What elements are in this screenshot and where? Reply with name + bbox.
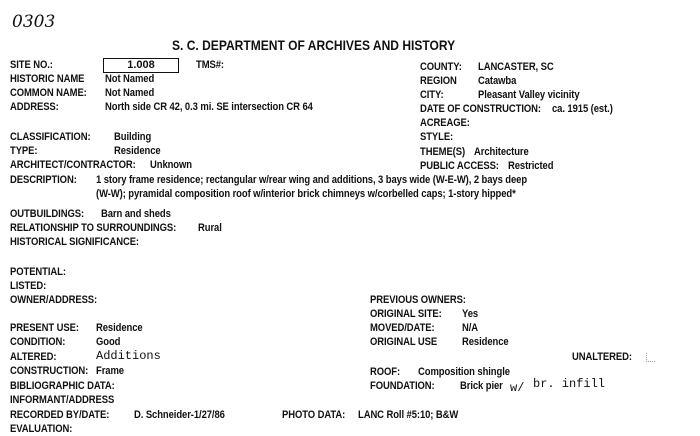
relationship-value: Rural bbox=[198, 222, 222, 234]
region-label: REGION bbox=[420, 75, 457, 87]
roof-label: ROOF: bbox=[370, 366, 401, 378]
document-number: 0303 bbox=[12, 12, 56, 32]
common-name-label: COMMON NAME: bbox=[10, 87, 87, 99]
original-site-value: Yes bbox=[462, 308, 479, 320]
original-use-label: ORIGINAL USE bbox=[370, 336, 438, 348]
address-label: ADDRESS: bbox=[10, 101, 59, 113]
address-value: North side CR 42, 0.3 mi. SE intersection CR 64 bbox=[105, 101, 313, 113]
condition-value: Good bbox=[96, 336, 121, 348]
theme-label: THEME(S) bbox=[420, 146, 466, 158]
relationship-label: RELATIONSHIP TO SURROUNDINGS: bbox=[10, 222, 177, 234]
altered-value: Additions bbox=[96, 349, 161, 363]
evaluation-label: EVALUATION: bbox=[10, 423, 73, 435]
description-label: DESCRIPTION: bbox=[10, 174, 77, 186]
present-use-value: Residence bbox=[96, 322, 143, 334]
city-value: Pleasant Valley vicinity bbox=[478, 89, 580, 101]
foundation-handwritten-infill: br. infill bbox=[533, 377, 606, 391]
moved-date-value: N/A bbox=[462, 322, 479, 334]
historic-name-label: HISTORIC NAME bbox=[10, 73, 85, 85]
construction-label: CONSTRUCTION: bbox=[10, 365, 89, 377]
historic-name-value: Not Named bbox=[105, 73, 155, 85]
outbuildings-value: Barn and sheds bbox=[101, 208, 171, 220]
tms-label: TMS#: bbox=[196, 59, 224, 71]
outbuildings-label: OUTBUILDINGS: bbox=[10, 208, 85, 220]
county-value: LANCASTER, SC bbox=[478, 61, 554, 73]
region-value: Catawba bbox=[478, 75, 517, 87]
previous-owners-label: PREVIOUS OWNERS: bbox=[370, 294, 466, 306]
public-access-value: Restricted bbox=[508, 160, 554, 172]
owner-address-label: OWNER/ADDRESS: bbox=[10, 294, 98, 306]
architect-value: Unknown bbox=[150, 159, 192, 171]
recorded-by-value: D. Schneider-1/27/86 bbox=[134, 409, 225, 421]
type-label: TYPE: bbox=[10, 145, 38, 157]
date-of-construction-label: DATE OF CONSTRUCTION: bbox=[420, 103, 541, 115]
original-use-value: Residence bbox=[462, 336, 509, 348]
county-label: COUNTY: bbox=[420, 61, 462, 73]
informant-address-label: INFORMANT/ADDRESS bbox=[10, 394, 115, 406]
type-value: Residence bbox=[114, 145, 161, 157]
roof-value: Composition shingle bbox=[418, 366, 510, 378]
public-access-label: PUBLIC ACCESS: bbox=[420, 160, 499, 172]
condition-label: CONDITION: bbox=[10, 336, 66, 348]
site-no-label: SITE NO.: bbox=[10, 59, 53, 71]
listed-label: LISTED: bbox=[10, 280, 47, 292]
architect-label: ARCHITECT/CONTRACTOR: bbox=[10, 159, 136, 171]
present-use-label: PRESENT USE: bbox=[10, 322, 79, 334]
altered-label: ALTERED: bbox=[10, 351, 57, 363]
foundation-label: FOUNDATION: bbox=[370, 380, 435, 392]
date-of-construction-value: ca. 1915 (est.) bbox=[552, 103, 613, 115]
theme-value: Architecture bbox=[474, 146, 529, 158]
bibliographic-data-label: BIBLIOGRAPHIC DATA: bbox=[10, 380, 115, 392]
photo-data-value: LANC Roll #5:10; B&W bbox=[358, 409, 459, 421]
unaltered-label: UNALTERED: bbox=[572, 351, 632, 363]
historical-significance-label: HISTORICAL SIGNIFICANCE: bbox=[10, 236, 139, 248]
city-label: CITY: bbox=[420, 89, 444, 101]
moved-date-label: MOVED/DATE: bbox=[370, 322, 435, 334]
photo-data-label: PHOTO DATA: bbox=[282, 409, 346, 421]
potential-label: POTENTIAL: bbox=[10, 266, 66, 278]
foundation-value: Brick pier bbox=[460, 380, 503, 392]
page-title: S. C. DEPARTMENT OF ARCHIVES AND HISTORY bbox=[172, 37, 456, 53]
foundation-handwritten-w: w/ bbox=[510, 381, 525, 395]
construction-value: Frame bbox=[96, 365, 124, 377]
recorded-by-label: RECORDED BY/DATE: bbox=[10, 409, 110, 421]
description-line-1: 1 story frame residence; rectangular w/rear wing and additions, 3 bays wide (W-E-W), 2 bays deep bbox=[96, 174, 528, 186]
style-label: STYLE: bbox=[420, 131, 454, 143]
common-name-value: Not Named bbox=[105, 87, 155, 99]
classification-value: Building bbox=[114, 131, 152, 143]
acreage-label: ACREAGE: bbox=[420, 117, 470, 129]
site-no-box: 1.008 bbox=[103, 58, 179, 73]
original-site-label: ORIGINAL SITE: bbox=[370, 308, 442, 320]
description-line-2: (W-W); pyramidal composition roof w/interior brick chimneys w/corbelled caps; 1-story hipped* bbox=[96, 188, 516, 200]
classification-label: CLASSIFICATION: bbox=[10, 131, 91, 143]
unaltered-marks bbox=[646, 353, 655, 362]
